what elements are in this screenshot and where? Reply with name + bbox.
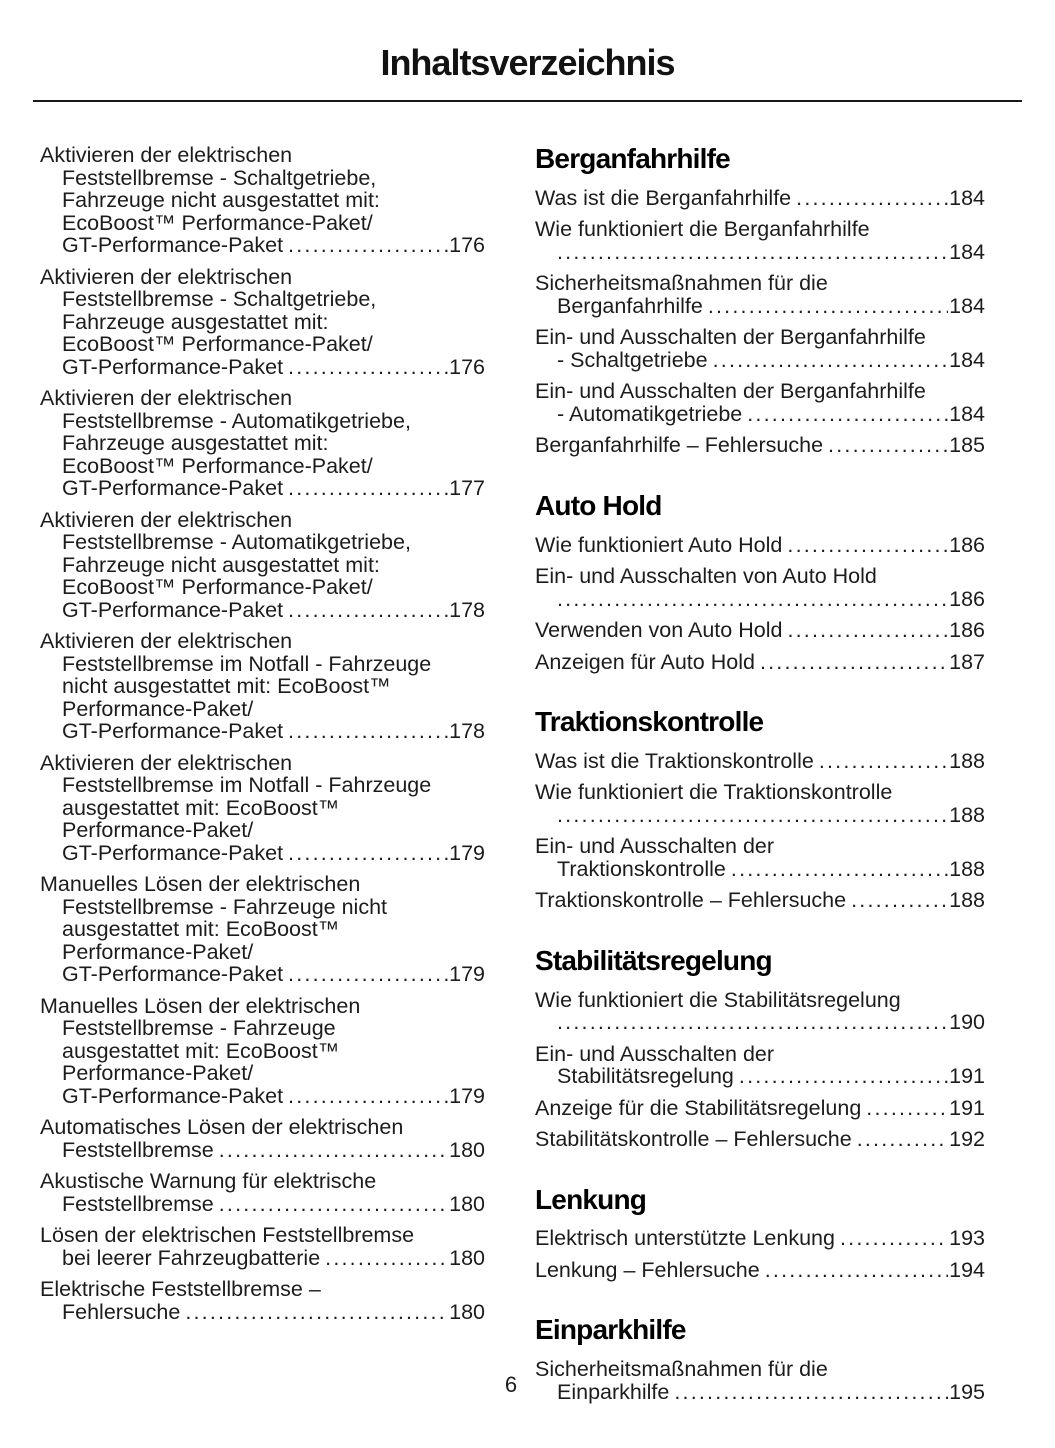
leader-dots [857,1128,948,1151]
entry-line: Sicherheitsmaßnahmen für die [535,1357,828,1382]
entry-text: bei leerer Fahrzeugbatterie [62,1245,321,1270]
entry-text: Berganfahrhilfe – Fehlersuche [535,433,824,458]
toc-section [535,491,985,673]
leader-dots [787,619,948,642]
toc-entry [535,989,985,1034]
entry-line: Feststellbremse - Schaltgetriebe, [62,287,377,311]
entry-leader-line [40,1301,485,1324]
entry-page-number: 191 [949,1064,985,1089]
entry-page-number: 186 [949,618,985,643]
entry-text: GT-Performance-Paket [62,840,284,865]
entry-leader-line [40,1139,485,1162]
entry-line: Elektrische Feststellbremse – [40,1277,321,1301]
entry-line: Fahrzeuge ausgestattet mit: [62,431,329,455]
entry-text: Berganfahrhilfe [557,293,703,318]
leader-dots [219,1193,448,1216]
entry-line: Automatisches Lösen der elektrischen [40,1115,404,1139]
footer-page-number: 6 [504,1372,518,1397]
leader-dots [288,1085,448,1108]
entry-leader-line [40,477,485,500]
entry-text: Wie funktioniert Auto Hold [535,532,783,557]
entry-leader-line [535,858,985,881]
entry-leader-line [535,804,985,827]
toc-entry [535,781,985,826]
entry-line: Feststellbremse im Notfall - Fahrzeuge [62,773,432,797]
toc-entry [535,619,985,642]
toc-entry [535,889,985,912]
entry-leader-line [40,1085,485,1108]
toc-entry [535,272,985,317]
entry-text: GT-Performance-Paket [62,1083,284,1108]
entry-line: Wie funktioniert die Berganfahrhilfe [535,217,870,242]
entry-page-number: 188 [949,856,985,881]
leader-dots [765,1259,948,1282]
entry-line: Fahrzeuge nicht ausgestattet mit: [62,552,380,577]
entry-leader-line [535,1259,985,1282]
toc-entry [535,1227,985,1250]
entry-line: Ein- und Ausschalten der Berganfahrhilfe [535,379,926,404]
entry-line: EcoBoost™ Performance-Paket/ [62,210,373,235]
toc-entry [40,266,485,379]
entry-text: Traktionskontrolle – Fehlersuche [535,888,847,913]
entry-leader-line [535,750,985,773]
entry-line: Feststellbremse - Fahrzeuge nicht [62,894,388,919]
entry-page-number: 195 [949,1379,985,1404]
entry-page-number: 179 [449,840,485,865]
toc-section [535,144,985,457]
leader-dots [288,720,448,743]
entry-line: Lösen der elektrischen Feststellbremse [40,1223,415,1247]
toc-entry [535,187,985,210]
leader-dots [760,651,948,674]
entry-line: Performance-Paket/ [62,818,254,842]
entry-line: ausgestattet mit: EcoBoost™ [62,795,340,820]
entry-text: Feststellbremse [62,1191,214,1216]
entry-leader-line [535,889,985,912]
entry-line: Wie funktioniert die Traktionskontrolle [535,780,893,805]
leader-dots [288,599,448,622]
entry-line: ausgestattet mit: EcoBoost™ [62,1038,340,1063]
leader-dots [557,241,948,264]
leader-dots [851,889,948,912]
entry-text: Fehlersuche [62,1299,181,1324]
toc-entry [535,434,985,457]
entry-leader-line [535,1097,985,1120]
entry-page-number: 180 [449,1245,485,1270]
entry-line: Performance-Paket/ [62,696,254,721]
toc-entry [40,1224,485,1269]
toc-entry [535,835,985,880]
entry-page-number: 186 [949,532,985,557]
leader-dots [288,842,448,865]
entry-page-number: 178 [449,597,485,622]
leader-dots [713,349,949,372]
toc-entry [40,995,485,1108]
toc-entry [40,144,485,257]
entry-line: Feststellbremse - Automatikgetriebe, [62,530,411,554]
leader-dots [739,1065,948,1088]
leader-dots [219,1139,448,1162]
page-title: Inhaltsverzeichnis [380,42,675,83]
entry-leader-line [535,187,985,210]
entry-leader-line [535,349,985,372]
entry-text: Was ist die Traktionskontrolle [535,748,814,773]
entry-page-number: 187 [949,649,985,674]
entry-page-number: 178 [449,719,485,743]
section-heading: Stabilitätsregelung [535,944,772,976]
entry-leader-line [535,651,985,674]
entry-page-number: 180 [449,1137,485,1162]
leader-dots [288,356,448,379]
entry-line: Feststellbremse - Fahrzeuge [62,1016,336,1040]
entry-leader-line [40,234,485,257]
entry-text: Lenkung – Fehlersuche [535,1257,760,1282]
toc-entry [40,630,485,743]
toc-entry [535,1097,985,1120]
leader-dots [840,1227,948,1250]
entry-page-number: 184 [949,347,985,372]
entry-line: Aktivieren der elektrischen [40,629,293,653]
entry-leader-line [40,599,485,622]
leader-dots [557,804,948,827]
entry-text: Elektrisch unterstützte Lenkung [535,1226,835,1251]
leader-dots [557,1011,948,1034]
entry-line: Fahrzeuge ausgestattet mit: [62,309,329,334]
entry-page-number: 185 [949,433,985,458]
entry-text: Stabilitätskontrolle – Fehlersuche [535,1127,852,1152]
entry-text: Verwenden von Auto Hold [535,618,783,643]
entry-line: Performance-Paket/ [62,939,254,964]
toc-section [535,1185,985,1282]
toc-entry [40,509,485,622]
entry-page-number: 191 [949,1095,985,1120]
leader-dots [325,1247,448,1270]
entry-line: ausgestattet mit: EcoBoost™ [62,917,340,941]
entry-page-number: 192 [949,1127,985,1152]
entry-text: Anzeigen für Auto Hold [535,649,755,674]
entry-text: GT-Performance-Paket [62,597,284,622]
leader-dots [708,295,948,318]
entry-leader-line [535,241,985,264]
section-heading: Einparkhilfe [535,1314,686,1346]
entry-page-number: 179 [449,962,485,986]
entry-line: EcoBoost™ Performance-Paket/ [62,332,373,356]
entry-line: Feststellbremse - Schaltgetriebe, [62,165,377,190]
toc-entry [535,534,985,557]
leader-dots [787,534,948,557]
toc-entry [40,387,485,500]
entry-text: Feststellbremse [62,1137,214,1162]
leader-dots [866,1097,948,1120]
entry-leader-line [535,1227,985,1250]
entry-page-number: 176 [449,354,485,379]
entry-leader-line [535,534,985,557]
entry-line: Fahrzeuge nicht ausgestattet mit: [62,188,380,212]
leader-dots [731,858,948,881]
section-heading: Berganfahrhilfe [535,143,730,174]
entry-leader-line [40,720,485,743]
entry-page-number: 186 [949,586,985,611]
entry-text: Was ist die Berganfahrhilfe [535,185,792,210]
entry-leader-line [535,403,985,426]
entry-line: Aktivieren der elektrischen [40,386,293,410]
leader-dots [288,234,448,257]
toc-entry [535,380,985,425]
entry-page-number: 188 [949,802,985,827]
entry-page-number: 194 [949,1257,985,1282]
entry-page-number: 180 [449,1299,485,1324]
section-heading: Auto Hold [535,489,662,521]
toc-entry [40,1116,485,1161]
entry-line: Ein- und Ausschalten der Berganfahrhilfe [535,325,926,350]
toc-entry [40,873,485,986]
entry-line: EcoBoost™ Performance-Paket/ [62,575,373,599]
entry-line: Performance-Paket/ [62,1061,254,1085]
entry-line: Aktivieren der elektrischen [40,507,293,532]
entry-line: Wie funktioniert die Stabilitätsregelung [535,987,901,1012]
entry-leader-line [535,588,985,611]
entry-line: Manuelles Lösen der elektrischen [40,993,361,1018]
entry-leader-line [535,1065,985,1088]
entry-text: Traktionskontrolle [557,856,726,881]
entry-leader-line [40,1247,485,1270]
leader-dots [557,588,948,611]
entry-page-number: 188 [949,748,985,773]
toc-section [535,707,985,912]
entry-line: EcoBoost™ Performance-Paket/ [62,453,373,478]
entry-line: Ein- und Ausschalten der [535,1041,775,1066]
entry-line: Feststellbremse - Automatikgetriebe, [62,408,411,433]
toc-section [535,946,985,1151]
toc-columns [0,102,1055,1412]
toc-entry [535,750,985,773]
leader-dots [819,750,948,773]
entry-text: GT-Performance-Paket [62,233,284,257]
entry-line: Sicherheitsmaßnahmen für die [535,271,828,296]
entry-line: Manuelles Lösen der elektrischen [40,872,361,896]
entry-leader-line [40,356,485,379]
entry-line: Feststellbremse im Notfall - Fahrzeuge [62,651,432,676]
entry-text: GT-Performance-Paket [62,719,284,743]
entry-leader-line [40,1193,485,1216]
entry-leader-line [535,1128,985,1151]
toc-entry [535,1128,985,1151]
toc-right-column [535,144,985,1412]
toc-entry [535,1043,985,1088]
leader-dots [185,1301,448,1324]
toc-left-column [40,144,485,1412]
entry-text: - Automatikgetriebe [557,401,743,426]
entry-page-number: 188 [949,888,985,913]
entry-text: Anzeige für die Stabilitätsregelung [535,1095,862,1120]
toc-entry [40,1278,485,1323]
entry-page-number: 179 [449,1083,485,1108]
leader-dots [747,403,948,426]
entry-line: nicht ausgestattet mit: EcoBoost™ [62,674,391,698]
section-heading: Traktionskontrolle [535,706,764,738]
entry-line: Aktivieren der elektrischen [40,750,293,775]
entry-text: GT-Performance-Paket [62,962,284,986]
entry-text: Stabilitätsregelung [557,1064,734,1089]
toc-entry [535,651,985,674]
entry-text: - Schaltgetriebe [557,347,708,372]
entry-page-number: 176 [449,233,485,257]
entry-page-number: 180 [449,1191,485,1216]
leader-dots [828,434,948,457]
entry-leader-line [40,963,485,986]
entry-line: Ein- und Ausschalten der [535,834,775,859]
toc-entry [535,1259,985,1282]
entry-leader-line [535,619,985,642]
section-heading: Lenkung [535,1183,647,1215]
leader-dots [288,477,448,500]
entry-leader-line [535,1011,985,1034]
entry-leader-line [535,434,985,457]
leader-dots [796,187,948,210]
entry-line: Aktivieren der elektrischen [40,264,293,289]
entry-page-number: 190 [949,1010,985,1035]
entry-page-number: 184 [949,239,985,264]
entry-page-number: 184 [949,401,985,426]
entry-text: GT-Performance-Paket [62,476,284,500]
entry-line: Akustische Warnung für elektrische [40,1169,377,1193]
toc-section [40,144,485,1323]
entry-line: Ein- und Ausschalten von Auto Hold [535,564,877,589]
entry-page-number: 184 [949,293,985,318]
entry-page-number: 193 [949,1226,985,1251]
entry-page-number: 177 [449,476,485,500]
entry-text: Einparkhilfe [557,1379,670,1404]
toc-entry [40,752,485,865]
entry-leader-line [40,842,485,865]
entry-line: Aktivieren der elektrischen [40,143,293,167]
entry-text: GT-Performance-Paket [62,354,284,379]
toc-entry [535,326,985,371]
leader-dots [288,963,448,986]
toc-entry [535,218,985,263]
entry-page-number: 184 [949,185,985,210]
toc-entry [40,1170,485,1215]
entry-leader-line [535,295,985,318]
toc-entry [535,565,985,610]
